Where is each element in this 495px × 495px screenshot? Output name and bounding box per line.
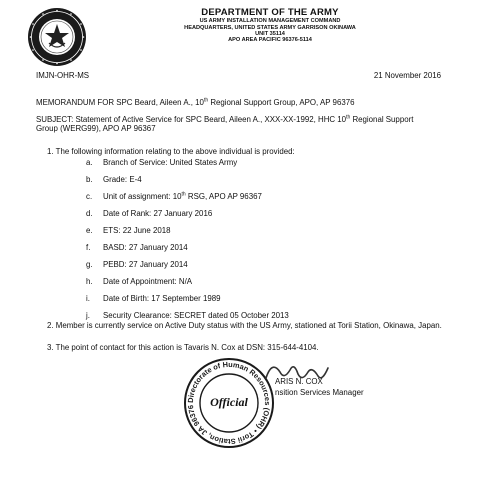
letterhead-apo: APO AREA PACIFIC 96376-5114 [228, 36, 312, 43]
list-letter: b. [86, 175, 93, 184]
list-text: BASD: 27 January 2014 [103, 243, 188, 252]
list-letter: f. [86, 243, 91, 252]
office-symbol: IMJN-OHR-MS [36, 71, 90, 80]
letterhead [100, 8, 440, 43]
list-item-birth [86, 294, 221, 303]
subject-sup: th [346, 114, 351, 121]
list-text: Date of Birth: 17 September 1989 [103, 294, 221, 303]
paragraph-1: 1. The following information relating to the above individual is provided: [47, 147, 295, 156]
list-item-grade [86, 175, 142, 184]
list-suffix: RSG, APO AP 96367 [185, 192, 262, 201]
paragraph-3: 3. The point of contact for this action is Tavaris N. Cox at DSN: 315-644-4104. [47, 343, 319, 352]
list-letter: c. [86, 192, 93, 201]
list-letter: g. [86, 260, 93, 269]
list-item-pebd [86, 260, 188, 269]
list-text: Grade: E-4 [103, 175, 142, 184]
list-letter: e. [86, 226, 93, 235]
list-letter: h. [86, 277, 93, 286]
signer-title: nsition Services Manager [275, 387, 364, 397]
signature-block [275, 377, 364, 398]
subject-line [36, 115, 436, 134]
memo-date: 21 November 2016 [373, 71, 441, 80]
subject-suffix: Regional Support Group (WERG99), APO AP 96367 [36, 115, 414, 134]
department-of-army-seal [27, 7, 87, 67]
list-item-appointment [86, 277, 192, 286]
memo-sup: th [203, 97, 209, 104]
list-text: Date of Rank: 27 January 2016 [103, 209, 213, 218]
list-text: ETS: 22 June 2018 [103, 226, 171, 235]
list-item-branch [86, 158, 237, 167]
list-text: Unit of assignment: 10 [103, 192, 182, 201]
memo-suffix: Regional Support Group, APO, AP 96376 [208, 98, 355, 107]
paragraph-2: 2. Member is currently service on Active Duty status with the US Army, stationed at Torii Station, Okinawa, Japan. [47, 321, 442, 330]
signer-name: ARIS N. COX [275, 377, 323, 386]
list-letter: j. [86, 311, 90, 320]
stamp-center-text: Official [210, 395, 248, 409]
list-text: PEBD: 27 January 2014 [103, 260, 188, 269]
list-letter: i. [86, 294, 90, 303]
list-item-ets [86, 226, 171, 235]
list-item-date-of-rank [86, 209, 212, 218]
list-letter: d. [86, 209, 93, 218]
letterhead-unit: UNIT 35114 [255, 30, 285, 37]
list-letter: a. [86, 158, 93, 167]
stamp-ring-text: Directorate of Human Resources (OHR) • Torii Station, JA 96376 [185, 359, 273, 447]
subject-prefix: SUBJECT: Statement of Active Service for SPC Beard, Aileen A., XXX-XX-1992, HHC 10 [36, 115, 347, 124]
memorandum-for [36, 98, 355, 107]
list-sup: th [181, 191, 186, 198]
list-text: Branch of Service: United States Army [103, 158, 238, 167]
letterhead-headquarters: HEADQUARTERS, UNITED STATES ARMY GARRISON OKINAWA [184, 24, 356, 31]
letterhead-command: US ARMY INSTALLATION MANAGEMENT COMMAND [199, 18, 341, 25]
list-text: Security Clearance: SECRET dated 05 October 2013 [103, 311, 289, 320]
list-item-clearance [86, 311, 289, 320]
list-item-basd [86, 243, 188, 252]
list-text: Date of Appointment: N/A [103, 277, 193, 286]
list-item-unit [86, 192, 262, 201]
memo-prefix: MEMORANDUM FOR SPC Beard, Aileen A., 10 [36, 98, 204, 107]
letterhead-department: DEPARTMENT OF THE ARMY [201, 7, 339, 18]
